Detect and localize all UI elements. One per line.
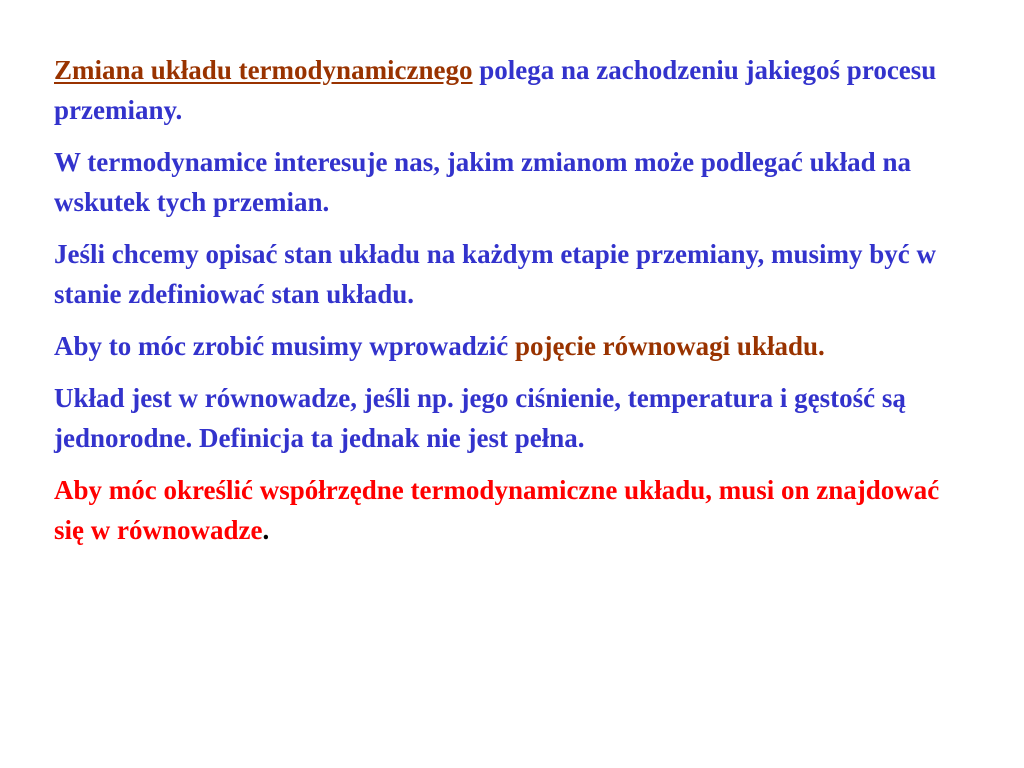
paragraph-1-text: polega na zachodzeniu jakiegoś procesu przemiany.: [54, 55, 937, 125]
paragraph-2-text: W termodynamice interesuje nas, jakim zmianom może podlegać układ na wskutek tych przemian.: [54, 147, 911, 217]
paragraph-4: [54, 326, 974, 366]
paragraph-6-text: Aby móc określić współrzędne termodynamiczne układu, musi on znajdować się w równowadze: [54, 475, 940, 545]
slide-content: [54, 50, 974, 562]
paragraph-2: [54, 142, 974, 222]
paragraph-5-text: Układ jest w równowadze, jeśli np. jego ciśnienie, temperatura i gęstość są jednorodne. Definicja ta jednak nie jest pełna.: [54, 383, 906, 453]
paragraph-3: [54, 234, 974, 314]
paragraph-6: [54, 470, 974, 550]
paragraph-3-text: Jeśli chcemy opisać stan układu na każdym etapie przemiany, musimy być w stanie zdefiniować stan układu.: [54, 239, 937, 309]
paragraph-4-text: Aby to móc zrobić musimy wprowadzić: [54, 331, 515, 361]
paragraph-1: [54, 50, 974, 130]
paragraph-6-period: .: [262, 515, 270, 545]
equilibrium-concept-highlight: pojęcie równowagi układu.: [514, 331, 825, 361]
paragraph-5: [54, 378, 974, 458]
term-highlight: Zmiana układu termodynamicznego: [54, 55, 473, 85]
